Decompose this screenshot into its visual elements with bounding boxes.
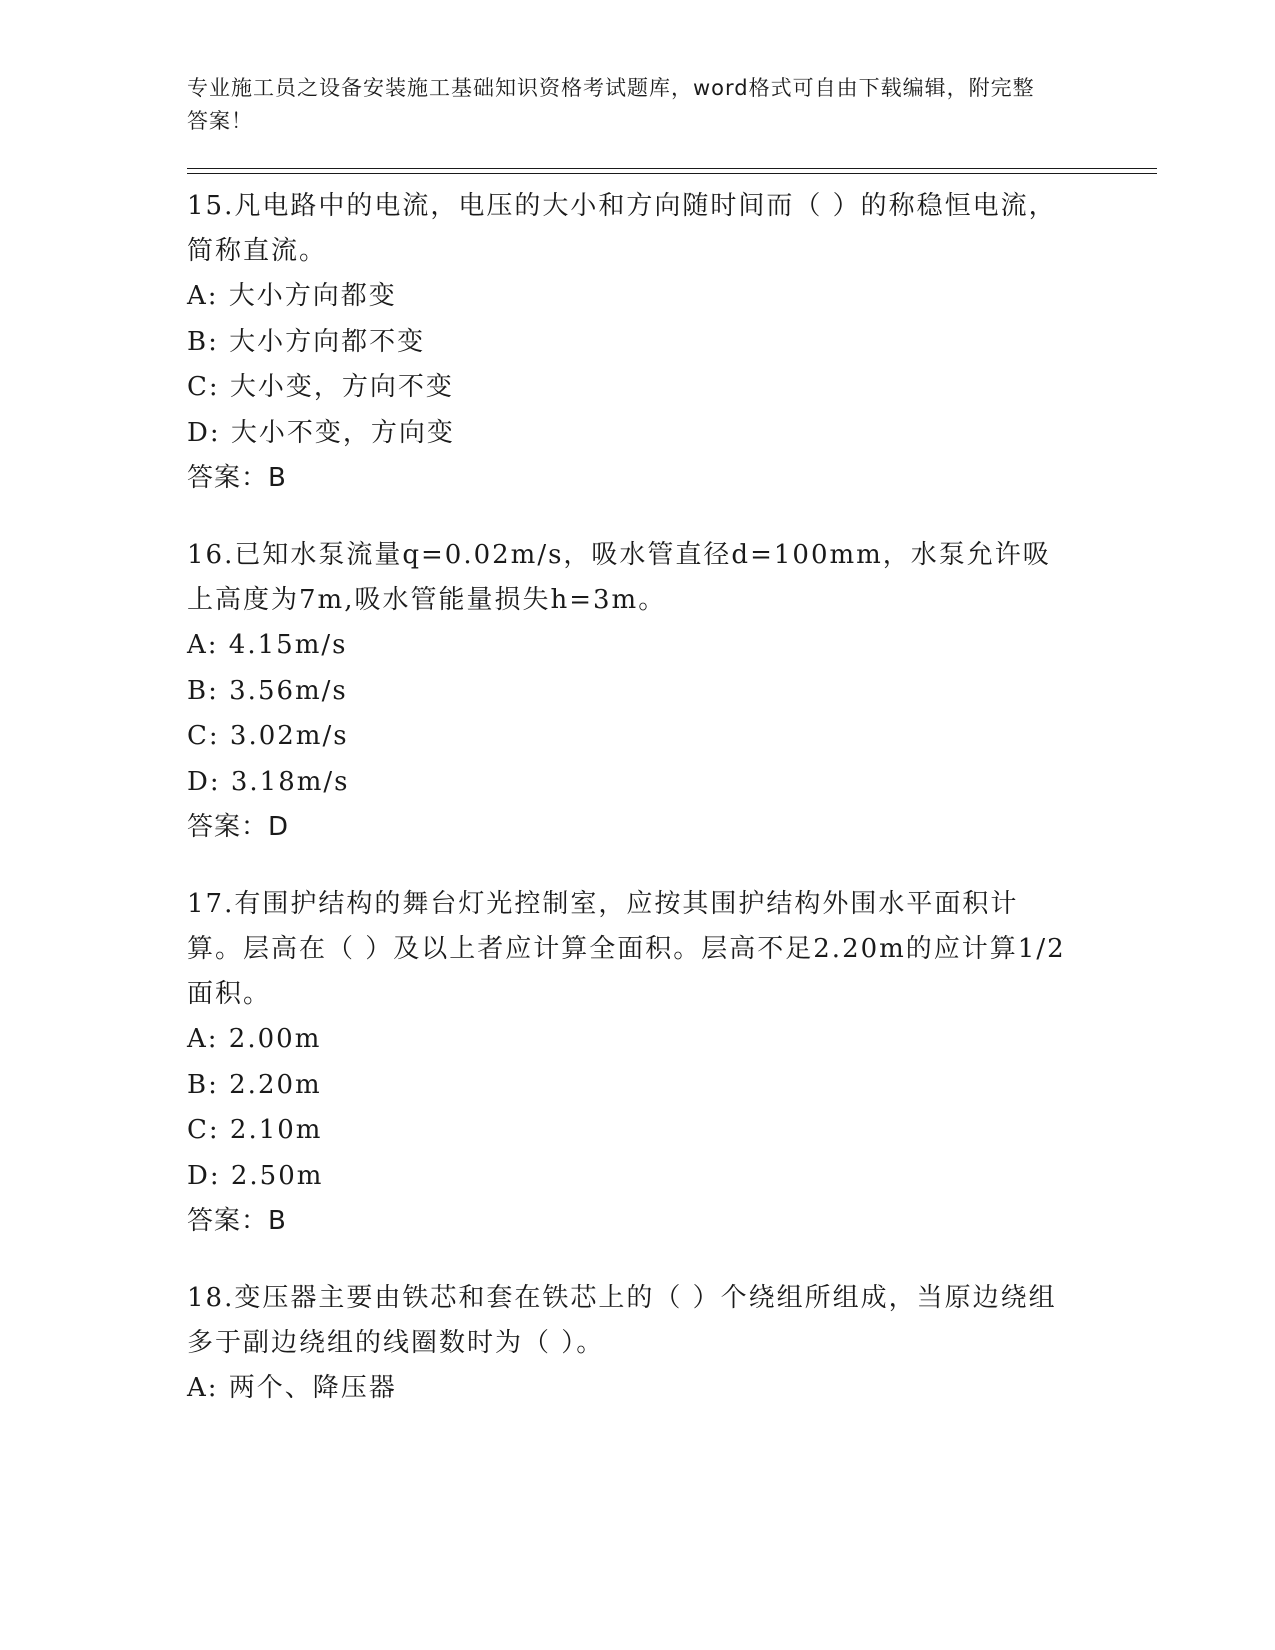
header-double-rule	[187, 164, 1157, 176]
rule-line-top	[187, 168, 1157, 169]
question-15	[187, 184, 1157, 501]
question-stem: 15.凡电路中的电流，电压的大小和方向随时间而（ ）的称稳恒电流，简称直流。	[187, 191, 1057, 266]
option-a: A: 两个、降压器	[187, 1373, 397, 1403]
option-a: A: 2.00m	[187, 1024, 322, 1054]
option-b: B: 3.56m/s	[187, 675, 348, 706]
option-d: D: 2.50m	[187, 1160, 324, 1191]
option-c: C: 2.10m	[187, 1115, 323, 1145]
option-a: A: 4.15m/s	[187, 630, 348, 660]
answer-line: 答案：B	[187, 463, 287, 493]
option-a: A: 大小方向都变	[187, 281, 397, 311]
question-stem: 16.已知水泵流量q=0.02m/s，吸水管直径d=100mm，水泵允许吸上高度为7m,吸水管能量损失h=3m。	[187, 540, 1051, 615]
option-c: C: 大小变，方向不变	[187, 372, 454, 402]
option-b: B: 2.20m	[187, 1069, 322, 1100]
rule-line-bottom	[187, 173, 1157, 174]
question-stem: 17.有围护结构的舞台灯光控制室，应按其围护结构外围水平面积计算。层高在（ ）及以上者应计算全面积。层高不足2.20m的应计算1/2面积。	[187, 889, 1066, 1009]
question-18	[187, 1276, 1157, 1412]
question-16	[187, 533, 1157, 850]
question-stem: 18.变压器主要由铁芯和套在铁芯上的（ ）个绕组所组成，当原边绕组多于副边绕组的线圈数时为（ ）。	[187, 1283, 1057, 1358]
option-b: B: 大小方向都不变	[187, 326, 426, 357]
answer-line: 答案：D	[187, 812, 290, 842]
document-page	[187, 72, 1157, 1444]
option-d: D: 大小不变，方向变	[187, 417, 455, 448]
option-c: C: 3.02m/s	[187, 721, 349, 751]
document-header: 专业施工员之设备安装施工基础知识资格考试题库，word格式可自由下载编辑，附完整答案！	[187, 76, 1035, 133]
option-d: D: 3.18m/s	[187, 766, 350, 797]
answer-line: 答案：B	[187, 1206, 287, 1236]
question-17	[187, 882, 1157, 1244]
